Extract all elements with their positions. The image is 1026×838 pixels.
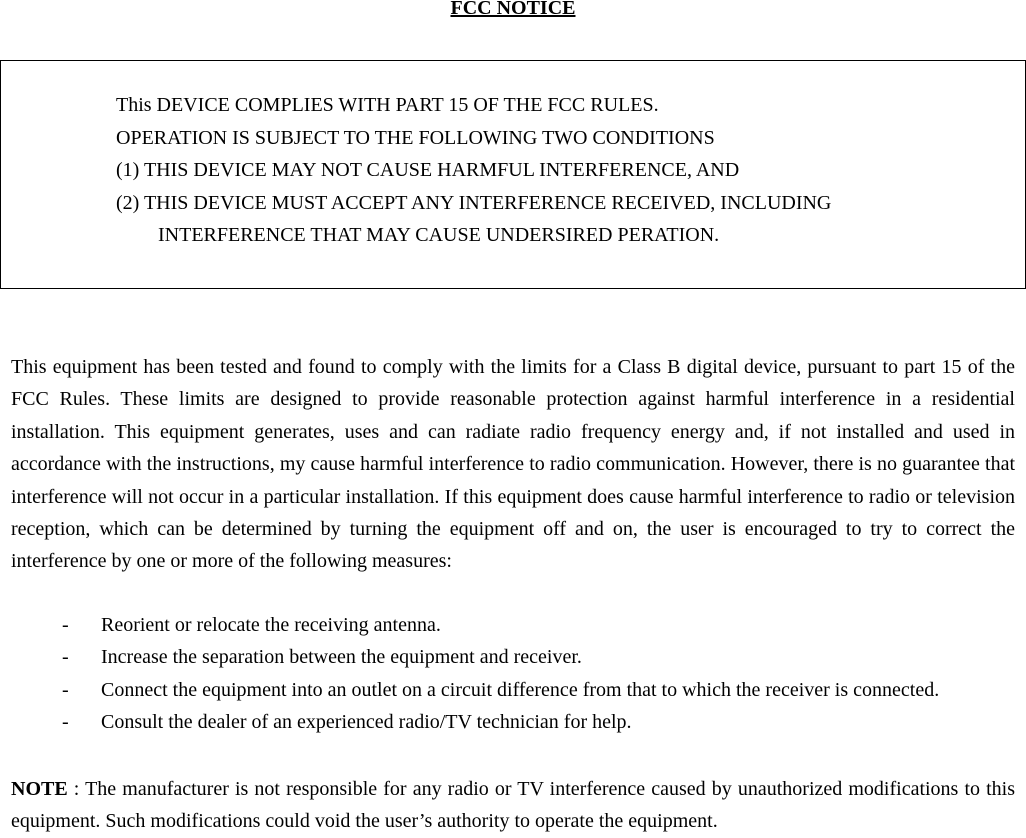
note-paragraph bbox=[11, 773, 1015, 838]
list-bullet: - bbox=[62, 679, 69, 701]
compliance-line-1: This DEVICE COMPLIES WITH PART 15 OF THE FCC RULES. bbox=[116, 94, 659, 116]
list-bullet: - bbox=[62, 711, 69, 733]
fcc-compliance-box bbox=[0, 60, 1026, 289]
compliance-line-5: INTERFERENCE THAT MAY CAUSE UNDERSIRED PERATION. bbox=[158, 224, 720, 246]
measure-consult-dealer: Consult the dealer of an experienced radio/TV technician for help. bbox=[101, 711, 632, 733]
note-label: NOTE bbox=[11, 778, 68, 800]
measure-different-circuit: Connect the equipment into an outlet on a circuit difference from that to which the receiver is connected. bbox=[101, 679, 940, 701]
list-bullet: - bbox=[62, 646, 69, 668]
measure-increase-separation: Increase the separation between the equipment and receiver. bbox=[101, 646, 582, 668]
list-bullet: - bbox=[62, 614, 69, 636]
measure-reorient-antenna: Reorient or relocate the receiving antenna. bbox=[101, 614, 441, 636]
page-title: FCC NOTICE bbox=[450, 0, 576, 19]
compliance-line-2: OPERATION IS SUBJECT TO THE FOLLOWING TWO CONDITIONS bbox=[116, 127, 715, 149]
compliance-statement-paragraph: This equipment has been tested and found to comply with the limits for a Class B digital device, pursuant to part 15 of the FCC Rules. These limits are designed to provide reasonable protection against harmful interference in a residential installation. This equipment generates, uses and can radiate radio frequency energy and, if not installed and used in accordance with the instructions, my cause harmful interference to radio communication. However, there is no guarantee that interference will not occur in a particular installation. If this equipment does cause harmful interference to radio or television reception, which can be determined by turning the equipment off and on, the user is encouraged to try to correct the interference by one or more of the following measures: bbox=[11, 356, 1015, 573]
compliance-line-3: (1) THIS DEVICE MAY NOT CAUSE HARMFUL INTERFERENCE, AND bbox=[116, 159, 740, 181]
note-text: : The manufacturer is not responsible for any radio or TV interference caused by unauthorized modifications to this equipment. Such modifications could void the user’s authority to operate the equipment. bbox=[11, 778, 1015, 833]
compliance-line-4: (2) THIS DEVICE MUST ACCEPT ANY INTERFERENCE RECEIVED, INCLUDING bbox=[116, 192, 832, 214]
